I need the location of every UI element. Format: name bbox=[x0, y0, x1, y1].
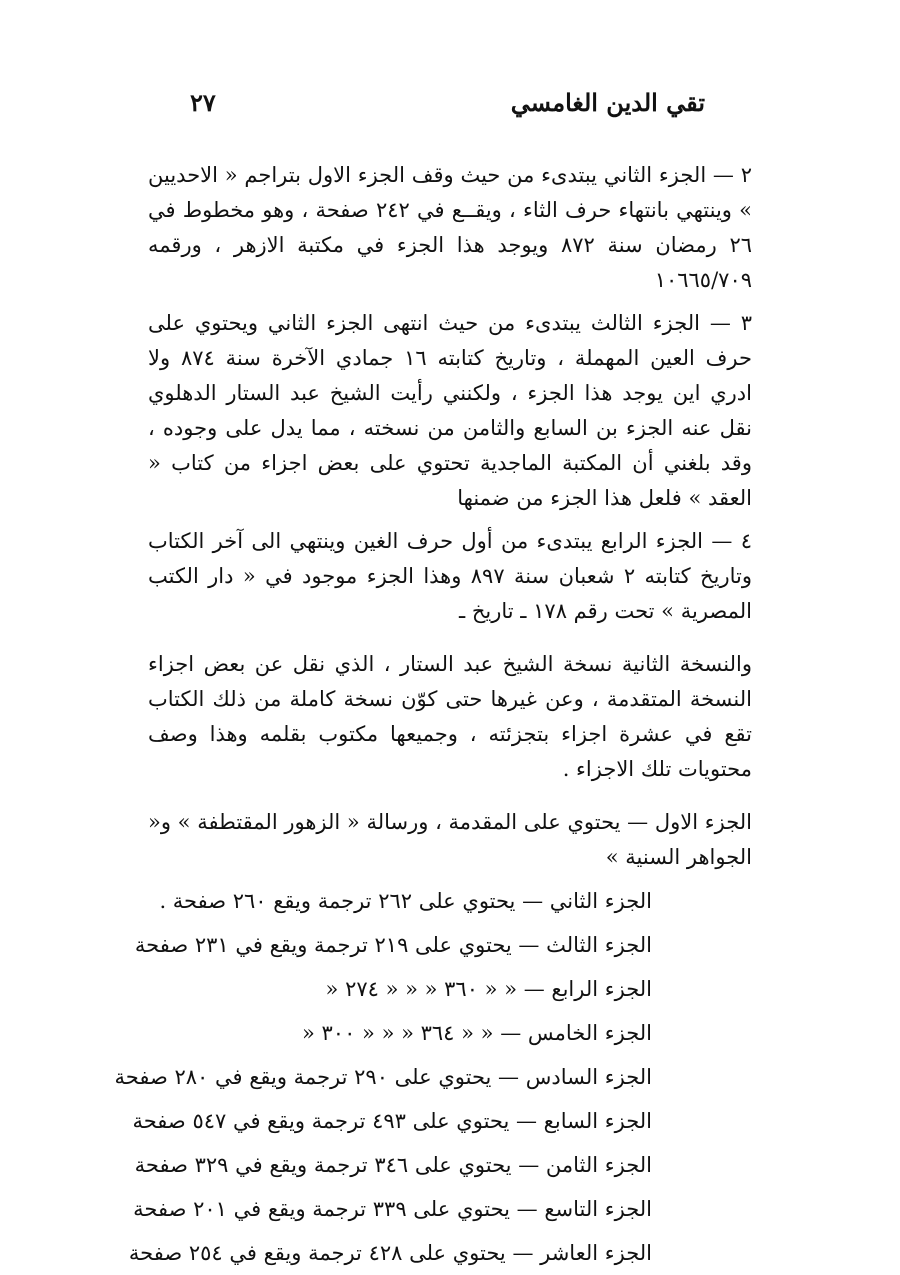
volume-entry: الجزء السابع — يحتوي على ٤٩٣ ترجمة ويقع في ٥٤٧ صفحة bbox=[132, 1109, 652, 1133]
running-title: تقي الدين الغامسي bbox=[510, 88, 705, 117]
page-body bbox=[114, 158, 753, 1275]
paragraph-second-copy: والنسخة الثانية نسخة الشيخ عبد الستار ، الذي نقل عن بعض اجزاء النسخة المتقدمة ، وعن غيرها حتى كوّن نسخة كاملة من ذلك الكتاب تقع في عشرة اجزاء بتجزئته ، وجميعها مكتوب بقلمه وهذا وصف محتويات تلك الاجزاء . bbox=[148, 652, 752, 781]
paragraph-part-two: ٢ — الجزء الثاني يبتدىء من حيث وقف الجزء الاول بتراجم « الاحديين » وينتهي بانتهاء حرف الثاء ، ويقــع في ٢٤٢ صفحة ، وهو مخطوط في ٢٦ رمضان سنة ٨٧٢ ويوجد هذا الجزء في مكتبة الازهر ، ورقمه ١٠٦٦٥/٧٠٩ bbox=[148, 163, 753, 292]
paragraph-part-three: ٣ — الجزء الثالث يبتدىء من حيث انتهى الجزء الثاني ويحتوي على حرف العين المهملة ، وتاريخ كتابته ١٦ جمادي الآخرة سنة ٨٧٤ ولا ادري اين يوجد هذا الجزء ، ولكنني رأيت الشيخ عبد الستار الدهلوي نقل عنه الجزء بن السابع والثامن من نسخته ، مما يدل على وجوده ، وقد بلغني أن المكتبة الماجدية تحتوي على بعض اجزاء من كتاب « العقد » فلعل هذا الجزء من ضمنها bbox=[148, 311, 753, 510]
volume-entry: الجزء الرابع — « « ٣٦٠ « « « ٢٧٤ « bbox=[325, 977, 652, 1001]
volume-entry: الجزء الثاني — يحتوي على ٢٦٢ ترجمة ويقع ٢٦٠ صفحة . bbox=[159, 889, 652, 913]
volume-entry: الجزء العاشر — يحتوي على ٤٢٨ ترجمة ويقع في ٢٥٤ صفحة bbox=[128, 1241, 652, 1265]
volume-one-entry: الجزء الاول — يحتوي على المقدمة ، ورسالة « الزهور المقتطفة » و« الجواهر السنية » bbox=[148, 810, 752, 869]
page-number: ٢٧ bbox=[190, 88, 216, 117]
volume-entry: الجزء الثالث — يحتوي على ٢١٩ ترجمة ويقع في ٢٣١ صفحة bbox=[134, 933, 652, 957]
volume-entry: الجزء الثامن — يحتوي على ٣٤٦ ترجمة ويقع في ٣٢٩ صفحة bbox=[134, 1153, 652, 1177]
paragraph-part-four: ٤ — الجزء الرابع يبتدىء من أول حرف الغين وينتهي الى آخر الكتاب وتاريخ كتابته ٢ شعبان سنة ٨٩٧ وهذا الجزء موجود في « دار الكتب المصرية » تحت رقم ١٧٨ ـ تاريخ ـ bbox=[148, 529, 752, 623]
volume-list bbox=[114, 879, 752, 1275]
page-header bbox=[150, 88, 750, 128]
volume-entry: الجزء السادس — يحتوي على ٢٩٠ ترجمة ويقع في ٢٨٠ صفحة bbox=[114, 1065, 652, 1089]
volume-entry: الجزء التاسع — يحتوي على ٣٣٩ ترجمة ويقع في ٢٠١ صفحة bbox=[133, 1197, 652, 1221]
volume-entry: الجزء الخامس — « « ٣٦٤ « « « ٣٠٠ « bbox=[302, 1021, 652, 1045]
